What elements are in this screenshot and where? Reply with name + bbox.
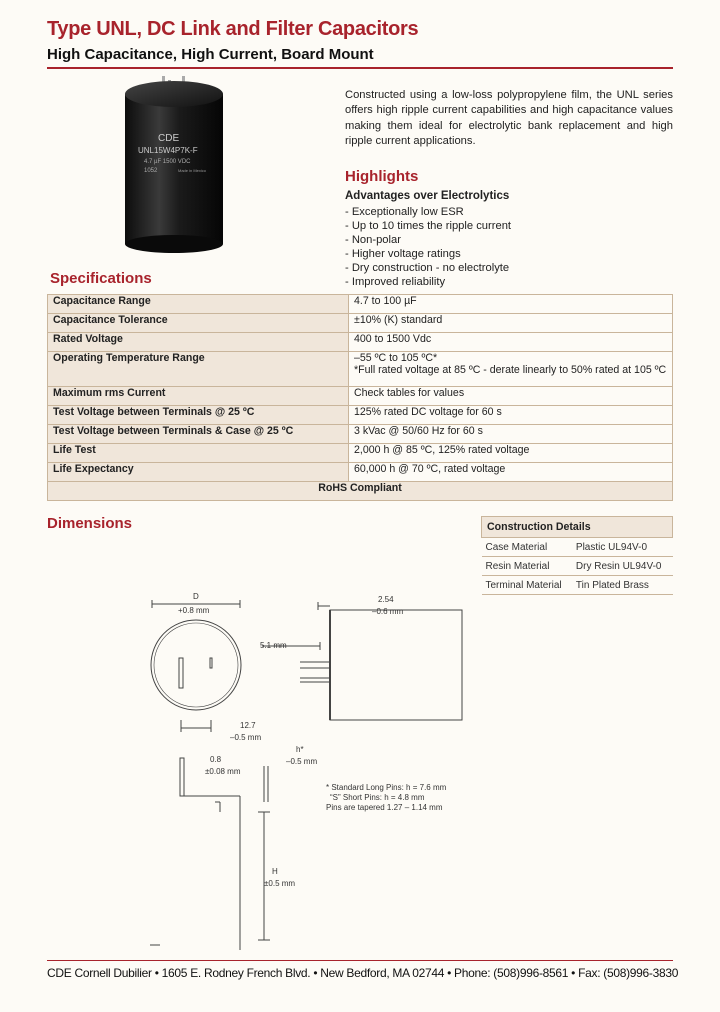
dim-spacing-tolerance: –0.5 mm	[230, 733, 262, 742]
table-row	[48, 333, 673, 352]
table-row	[482, 538, 673, 557]
highlights-list	[345, 205, 511, 290]
photo-rating: 4.7 µF 1500 VDC	[144, 159, 191, 165]
table-row	[48, 295, 673, 314]
table-row	[48, 482, 673, 501]
list-item: - Non-polar	[345, 234, 401, 247]
spec-value	[349, 352, 673, 387]
pin-note-1: * Standard Long Pins: h = 7.6 mm	[326, 783, 447, 792]
spec-value: 2,000 h @ 85 ºC, 125% rated voltage	[349, 444, 673, 463]
spec-label: Life Test	[48, 444, 349, 463]
table-row	[48, 444, 673, 463]
spec-label: Test Voltage between Terminals & Case @ 25 ºC	[48, 425, 349, 444]
spec-value: 60,000 h @ 70 ºC, rated voltage	[349, 463, 673, 482]
list-item: - Higher voltage ratings	[345, 248, 461, 261]
top-view-inner	[154, 623, 238, 707]
spec-value: 4.7 to 100 µF	[349, 295, 673, 314]
pin-note-2: “S” Short Pins: h = 4.8 mm	[330, 793, 425, 802]
list-item: - Exceptionally low ESR	[345, 206, 464, 218]
pin-outline	[180, 758, 184, 796]
table-row	[48, 387, 673, 406]
rohs-badge: RoHS Compliant	[48, 482, 673, 501]
spec-value: 125% rated DC voltage for 60 s	[349, 406, 673, 425]
intro-paragraph: Constructed using a low-loss polypropylene film, the UNL series offers high ripple current capabilities and high capacitance values making them ideal for electrolytic bank replacement and high ripple current applications.	[345, 89, 673, 148]
dim-h-main-tolerance: ±0.5 mm	[264, 879, 296, 888]
top-view-pin	[210, 658, 212, 668]
side-view-body	[330, 610, 462, 720]
spec-value-main: –55 ºC to 105 ºC*	[354, 352, 438, 364]
dim-pitch-tolerance: –0.6 mm	[372, 607, 404, 616]
dim-d-tolerance: +0.8 mm	[178, 606, 210, 615]
construction-value: Dry Resin UL94V-0	[572, 557, 673, 576]
dim-spacing-label: 12.7	[240, 721, 256, 730]
photo-model: UNL15W4P7K-F	[138, 146, 198, 155]
table-row	[482, 517, 673, 538]
table-row	[482, 557, 673, 576]
table-row	[48, 463, 673, 482]
spec-label: Rated Voltage	[48, 333, 349, 352]
dim-h-star-label: h*	[296, 745, 304, 754]
spec-value: 400 to 1500 Vdc	[349, 333, 673, 352]
construction-label: Resin Material	[482, 557, 572, 576]
highlights-title: Highlights	[345, 168, 419, 185]
top-view-pin	[179, 658, 183, 688]
spec-label: Capacitance Tolerance	[48, 314, 349, 333]
spec-value: 3 kVac @ 50/60 Hz for 60 s	[349, 425, 673, 444]
spec-value: ±10% (K) standard	[349, 314, 673, 333]
table-row	[482, 576, 673, 595]
table-row	[48, 314, 673, 333]
page-subtitle: High Capacitance, High Current, Board Mount	[47, 46, 374, 63]
construction-table	[481, 516, 673, 595]
spec-value: Check tables for values	[349, 387, 673, 406]
list-item: - Up to 10 times the ripple current	[345, 220, 512, 233]
dim-d-label: D	[193, 592, 199, 601]
dimension-drawing	[140, 590, 480, 950]
table-row	[48, 352, 673, 387]
construction-title: Construction Details	[482, 517, 673, 538]
spec-label: Maximum rms Current	[48, 387, 349, 406]
construction-label: Terminal Material	[482, 576, 572, 595]
specifications-table	[47, 294, 673, 501]
highlights-heading: Advantages over Electrolytics	[345, 190, 510, 202]
table-row	[48, 425, 673, 444]
dim-h-tolerance: –0.5 mm	[286, 757, 318, 766]
photo-origin: Made in Mexico	[178, 168, 207, 173]
dim-offset-label: 5.1 mm	[260, 641, 287, 650]
construction-label: Case Material	[482, 538, 572, 557]
top-view-outline	[151, 620, 241, 710]
dim-pin-dia-tolerance: ±0.08 mm	[205, 767, 241, 776]
photo-code: 1052	[144, 168, 158, 174]
photo-brand: CDE	[158, 133, 180, 144]
specifications-title: Specifications	[50, 270, 152, 287]
dim-h-main-label: H	[272, 867, 278, 876]
dim-pin-dia-label: 0.8	[210, 755, 222, 764]
spec-label: Life Expectancy	[48, 463, 349, 482]
spec-label: Capacitance Range	[48, 295, 349, 314]
spec-label: Operating Temperature Range	[48, 352, 349, 387]
list-item: - Improved reliability	[345, 276, 446, 289]
spec-value-note: *Full rated voltage at 85 ºC - derate linearly to 50% rated at 105 ºC	[354, 364, 667, 376]
pin-note-3: Pins are tapered 1.27 – 1.14 mm	[326, 803, 443, 812]
title-divider	[47, 67, 673, 69]
footer-divider	[47, 960, 673, 961]
table-row	[48, 406, 673, 425]
spec-label: Test Voltage between Terminals @ 25 ºC	[48, 406, 349, 425]
dim-pitch-label: 2.54	[378, 595, 394, 604]
construction-value: Tin Plated Brass	[572, 576, 673, 595]
footer-contact: CDE Cornell Dubilier • 1605 E. Rodney French Blvd. • New Bedford, MA 02744 • Phone: (508)996-8561 • Fax: (508)996-3830	[47, 966, 679, 980]
dimensions-title: Dimensions	[47, 515, 133, 532]
construction-value: Plastic UL94V-0	[572, 538, 673, 557]
list-item: - Dry construction - no electrolyte	[345, 262, 510, 275]
capacitor-photo	[120, 74, 230, 254]
page-title: Type UNL, DC Link and Filter Capacitors	[47, 18, 419, 40]
